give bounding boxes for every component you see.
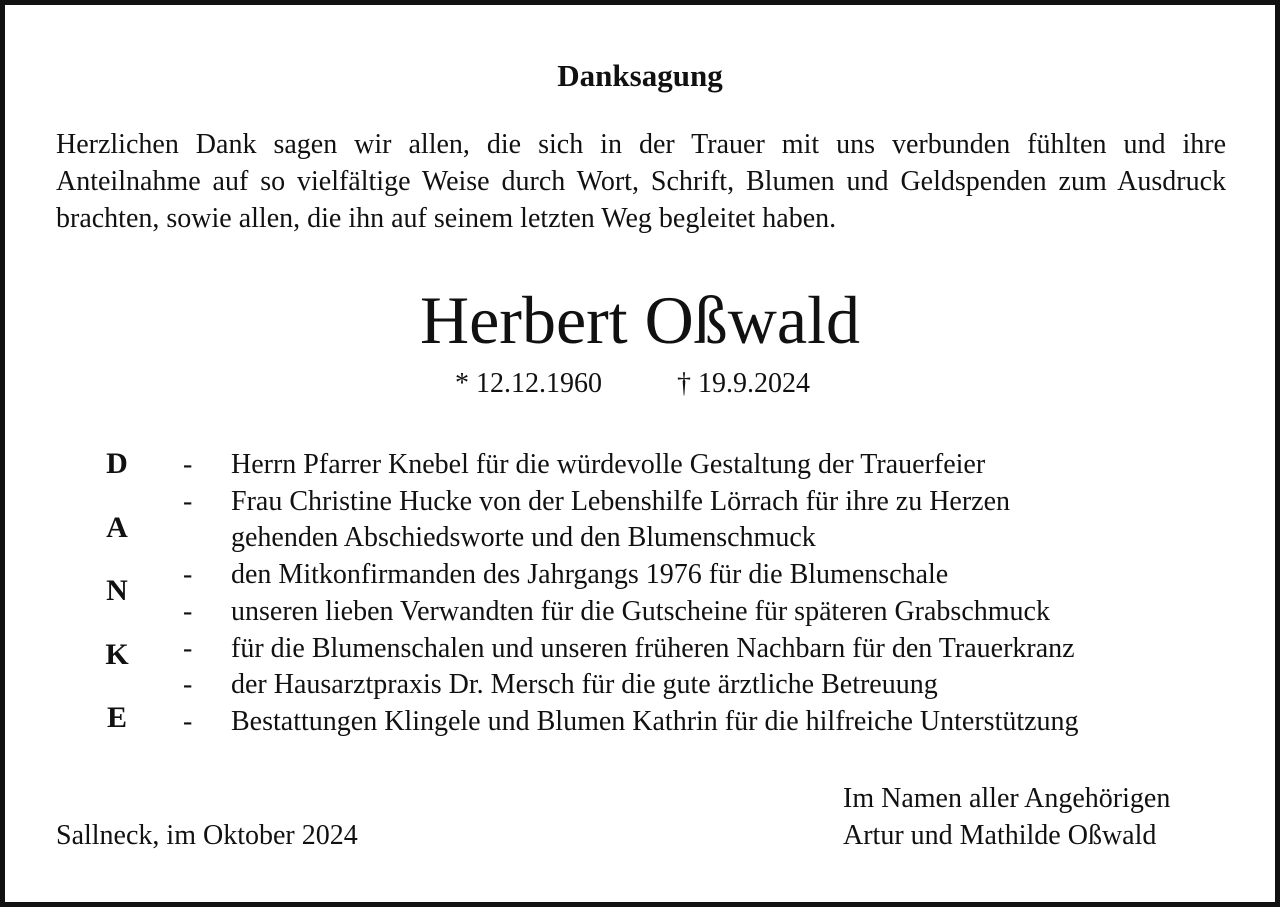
list-dash: -	[183, 559, 193, 591]
danke-letter: K	[105, 637, 129, 671]
list-item-text: für die Blumenschalen und unseren früheren Nachbarn für den Trauerkranz	[231, 632, 1075, 664]
intro-paragraph: Herzlichen Dank sagen wir allen, die sich in der Trauer mit uns verbunden fühlten und ihre Anteilnahme auf so vielfältige Weise durch Wort, Schrift, Blumen und Geldspenden zum Ausdruck brachten, sowie allen, die ihn auf seinem letzten Weg begleitet haben.	[56, 129, 1226, 234]
deceased-name: Herbert Oßwald	[420, 282, 860, 358]
list-item	[183, 631, 1243, 668]
list-dash: -	[183, 669, 193, 701]
list-item	[183, 447, 1243, 484]
danke-letter: A	[106, 510, 128, 544]
birth-date: * 12.12.1960	[455, 368, 602, 399]
list-item	[183, 557, 1243, 594]
thanks-list	[183, 447, 1243, 741]
list-item-text: Bestattungen Klingele und Blumen Kathrin für die hilfreiche Unterstützung	[231, 705, 1079, 737]
list-item-text: unseren lieben Verwandten für die Gutscheine für späteren Grabschmuck	[231, 595, 1050, 627]
notice-heading: Danksagung	[557, 58, 723, 93]
list-item	[183, 484, 1243, 557]
place-and-date: Sallneck, im Oktober 2024	[56, 820, 358, 851]
list-item-text: Herrn Pfarrer Knebel für die würdevolle Gestaltung der Trauerfeier	[231, 449, 986, 480]
list-item-text: den Mitkonfirmanden des Jahrgangs 1976 für die Blumenschale	[231, 559, 949, 591]
danke-letter: D	[106, 447, 128, 480]
list-item-text: Frau Christine Hucke von der Lebenshilfe Lörrach für ihre zu Herzen gehenden Abschiedsworte und den Blumenschmuck	[231, 485, 1011, 554]
list-dash: -	[183, 632, 193, 664]
list-item	[183, 594, 1243, 631]
family-signature	[843, 780, 1170, 854]
signature-names: Artur und Mathilde Oßwald	[843, 820, 1157, 851]
danke-letter: E	[106, 701, 127, 734]
death-date: † 19.9.2024	[677, 368, 810, 399]
list-dash: -	[183, 449, 193, 480]
list-item	[183, 704, 1243, 741]
list-item-text: der Hausarztpraxis Dr. Mersch für die gute ärztliche Betreuung	[231, 669, 938, 701]
list-item	[183, 667, 1243, 704]
list-dash: -	[183, 485, 193, 517]
list-dash: -	[183, 705, 193, 737]
life-dates	[0, 364, 1280, 404]
list-dash: -	[183, 595, 193, 627]
danke-letter: N	[106, 574, 128, 607]
signature-line: Im Namen aller Angehörigen	[843, 783, 1171, 814]
danke-vertical-word	[100, 444, 134, 762]
